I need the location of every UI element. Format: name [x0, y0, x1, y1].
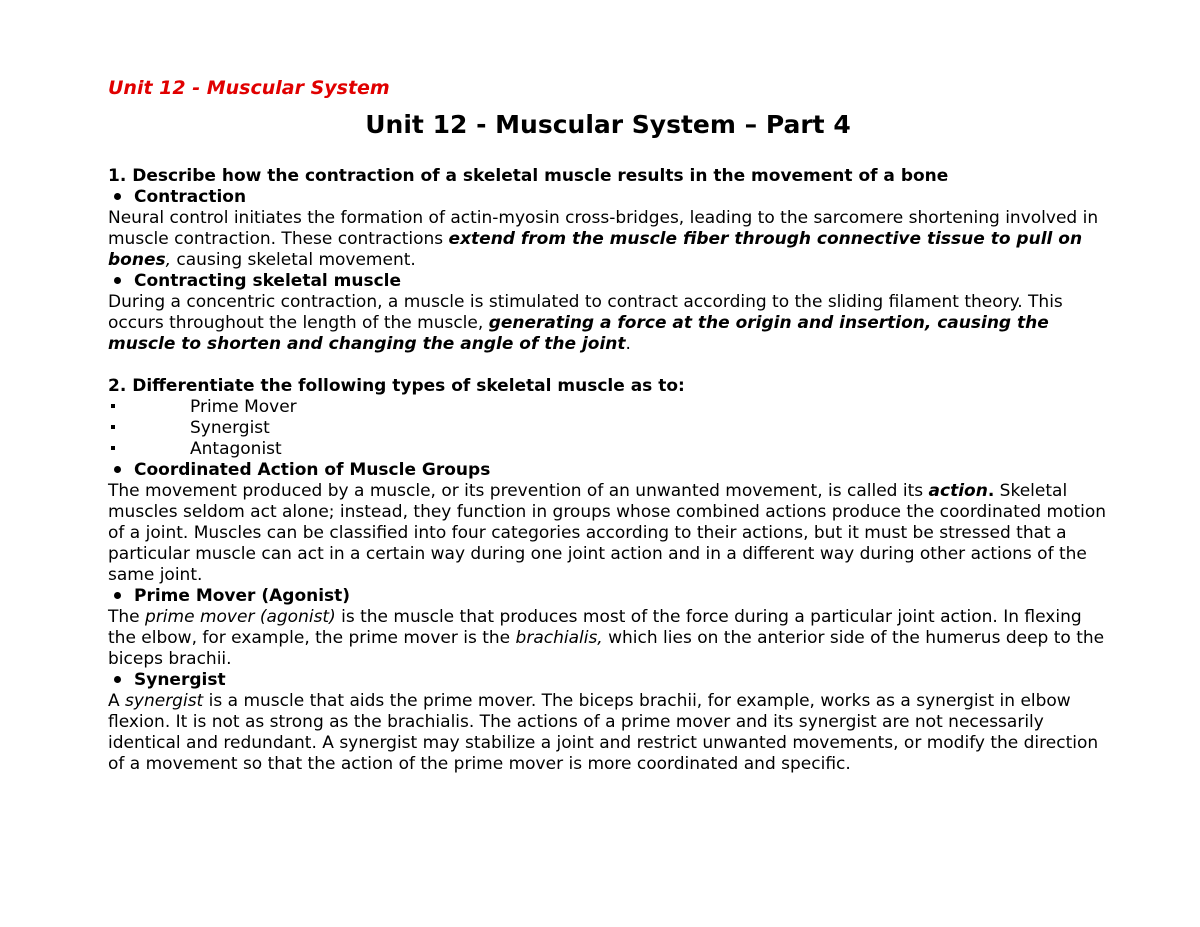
- contracting-text-b: .: [625, 334, 631, 354]
- synergist-text-a: A: [108, 691, 126, 711]
- bullet-dot-icon: [114, 466, 121, 473]
- coordinated-paragraph: [108, 481, 1108, 586]
- synergist-heading: Synergist: [134, 670, 226, 690]
- bullet-dot-icon: [114, 676, 121, 683]
- coordinated-emphasis: action: [928, 481, 988, 501]
- prime-text-b: is the muscle that produces most of the force during a particular joint action. In flexing the elbow, for example, the prime mover is the: [108, 607, 1082, 648]
- square-bullet-icon: [111, 404, 115, 408]
- contracting-paragraph: [108, 292, 1108, 355]
- running-header: Unit 12 - Muscular System: [108, 77, 390, 99]
- list-item-label: Antagonist: [190, 439, 282, 459]
- bullet-contraction: [108, 187, 1108, 208]
- question-2: 2. Differentiate the following types of skeletal muscle as to:: [108, 376, 685, 396]
- question-1: 1. Describe how the contraction of a skeletal muscle results in the movement of a bone: [108, 166, 949, 186]
- prime-text-a: The: [108, 607, 146, 627]
- contraction-text-b: causing skeletal movement.: [171, 250, 416, 270]
- contracting-heading: Contracting skeletal muscle: [134, 271, 402, 291]
- prime-text-c: which lies on the anterior side of the humerus deep to the biceps brachii.: [108, 628, 1105, 669]
- list-item: [108, 418, 1108, 439]
- coordinated-heading: Coordinated Action of Muscle Groups: [134, 460, 491, 480]
- contraction-emphasis: extend from the muscle fiber through connective tissue to pull on bones: [108, 229, 1083, 270]
- list-item: [108, 439, 1108, 460]
- synergist-paragraph: [108, 691, 1108, 775]
- bullet-dot-icon: [114, 277, 121, 284]
- coordinated-period: .: [987, 481, 995, 501]
- prime-heading: Prime Mover (Agonist): [134, 586, 351, 606]
- page-title: Unit 12 - Muscular System – Part 4: [365, 110, 851, 139]
- prime-paragraph: [108, 607, 1108, 670]
- bullet-synergist: [108, 670, 1108, 691]
- list-item-label: Synergist: [190, 418, 270, 438]
- contraction-heading: Contraction: [134, 187, 247, 207]
- prime-term-2: brachialis,: [515, 628, 603, 648]
- document-body: [108, 76, 1108, 775]
- bullet-coordinated-action: [108, 460, 1108, 481]
- list-item-label: Prime Mover: [190, 397, 297, 417]
- coordinated-text-b: Skeletal muscles seldom act alone; instead, they function in groups whose combined actions produce the coordinated motion of a joint. Muscles can be classified into four categories according to their actions, but it must be stressed that a particular muscle can act in a certain way during one joint action and in a different way during other actions of the same joint.: [108, 481, 1107, 585]
- contracting-emphasis: generating a force at the origin and insertion, causing the muscle to shorten and changing the angle of the joint: [108, 313, 1049, 354]
- bullet-dot-icon: [114, 592, 121, 599]
- bullet-dot-icon: [114, 193, 121, 200]
- contraction-text-a: Neural control initiates the formation of actin-myosin cross-bridges, leading to the sarcomere shortening involved in muscle contraction. These contractions: [108, 208, 1099, 249]
- prime-term: prime mover (agonist): [145, 607, 336, 627]
- synergist-term: synergist: [125, 691, 204, 711]
- bullet-prime-mover: [108, 586, 1108, 607]
- contracting-text-a: During a concentric contraction, a muscle is stimulated to contract according to the sliding filament theory. This occurs throughout the length of the muscle,: [108, 292, 1063, 333]
- contraction-paragraph: [108, 208, 1108, 271]
- square-bullet-icon: [111, 446, 115, 450]
- square-bullet-icon: [111, 425, 115, 429]
- bullet-contracting-skeletal-muscle: [108, 271, 1108, 292]
- contraction-comma: ,: [165, 250, 172, 270]
- list-item: [108, 397, 1108, 418]
- synergist-text-b: is a muscle that aids the prime mover. The biceps brachii, for example, works as a synergist in elbow flexion. It is not as strong as the brachialis. The actions of a prime mover and its synergist are not necessarily identical and redundant. A synergist may stabilize a joint and restrict unwanted movements, or modify the direction of a movement so that the action of the prime mover is more coordinated and specific.: [108, 691, 1099, 774]
- coordinated-text-a: The movement produced by a muscle, or its prevention of an unwanted movement, is called its: [108, 481, 929, 501]
